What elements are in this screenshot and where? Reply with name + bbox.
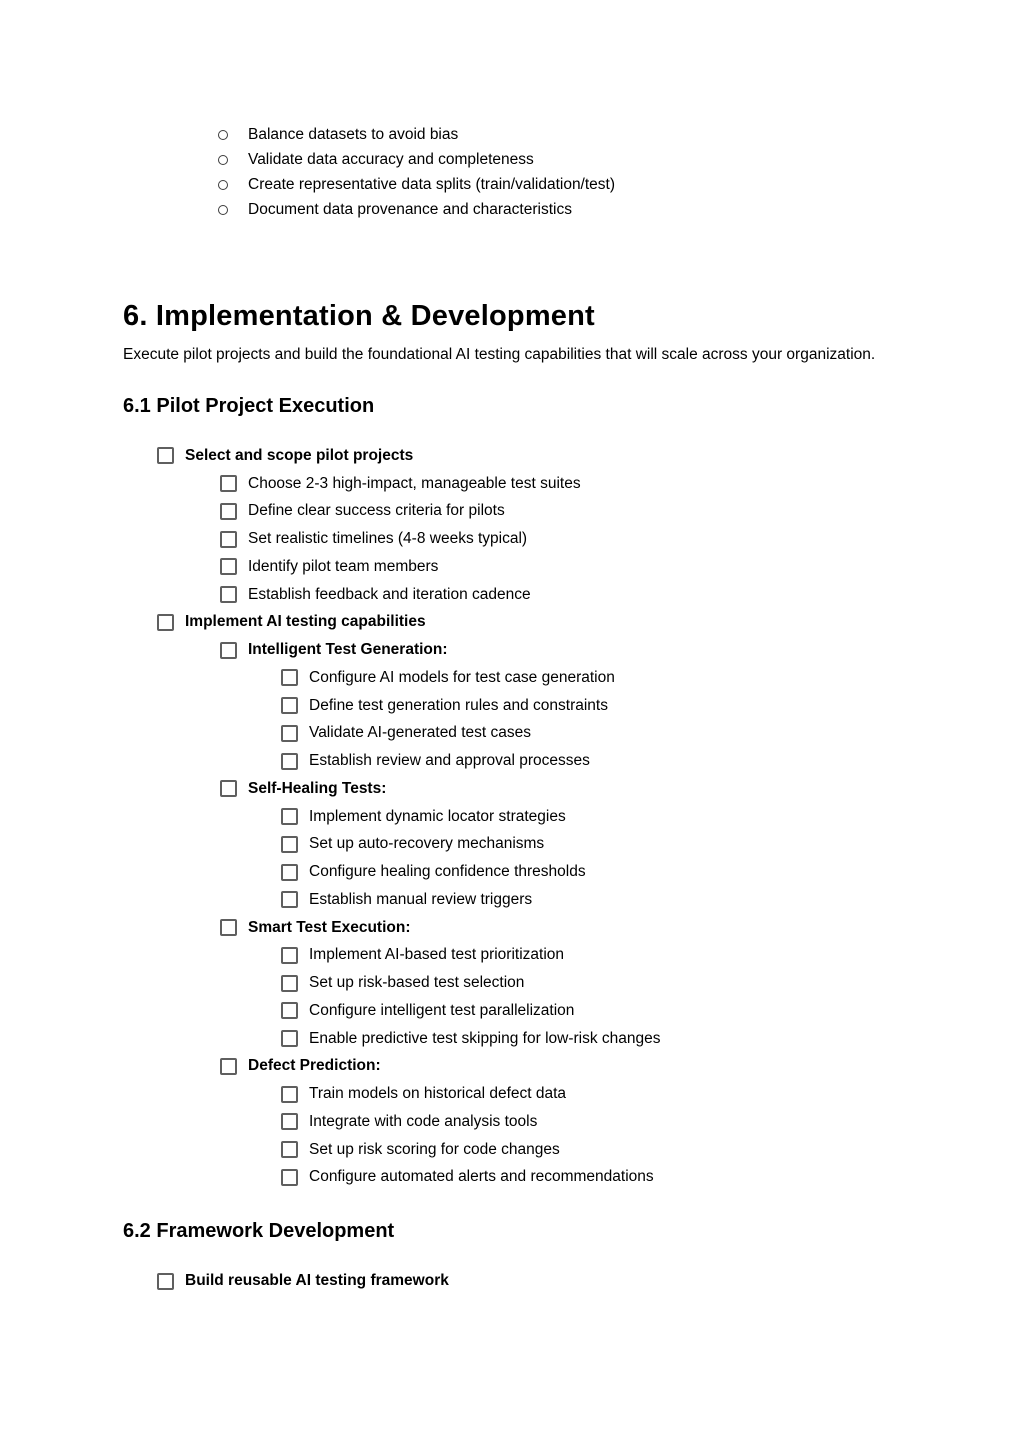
checkbox-icon[interactable]: [281, 1141, 298, 1158]
checkbox-icon[interactable]: [281, 725, 298, 742]
checklist-item-label: Select and scope pilot projects: [185, 446, 414, 464]
checklist-item-row: [123, 636, 901, 664]
checkbox-icon[interactable]: [281, 697, 298, 714]
checklist-item-label: Integrate with code analysis tools: [309, 1112, 538, 1130]
checklist-item-label: Implement AI-based test prioritization: [309, 946, 565, 964]
checklist-item-label: Configure intelligent test parallelization: [309, 1001, 575, 1019]
checklist-item-row: [123, 803, 901, 831]
checklist-item-label: Implement AI testing capabilities: [185, 613, 426, 631]
circle-bullet-icon: [218, 180, 228, 190]
checklist-item-label: Intelligent Test Generation:: [248, 641, 448, 659]
subsection-title-6-2: 6.2 Framework Development: [123, 1220, 395, 1243]
checklist-item-row: [123, 775, 901, 803]
checkbox-icon[interactable]: [281, 891, 298, 908]
checklist-item-row: [123, 581, 901, 609]
checkbox-icon[interactable]: [220, 586, 237, 603]
circle-bullet-icon: [218, 155, 228, 165]
checklist-item-row: [123, 1080, 901, 1108]
checklist-item-row: [123, 525, 901, 553]
bullet-item-label: Create representative data splits (train/validation/test): [248, 175, 616, 193]
checklist-item-label: Set up risk scoring for code changes: [309, 1140, 560, 1158]
checklist-item-row: [123, 1025, 901, 1053]
bullet-item-label: Document data provenance and characteristics: [248, 200, 572, 218]
checklist-item-label: Define test generation rules and constraints: [309, 696, 608, 714]
checklist-item-label: Implement dynamic locator strategies: [309, 807, 566, 825]
checklist-item-label: Self-Healing Tests:: [248, 779, 387, 797]
checklist-item-label: Train models on historical defect data: [309, 1085, 567, 1103]
checkbox-icon[interactable]: [281, 1169, 298, 1186]
circle-bullet-icon: [218, 205, 228, 215]
checkbox-icon[interactable]: [157, 1273, 174, 1290]
subsection-title-6-1: 6.1 Pilot Project Execution: [123, 395, 375, 417]
checkbox-icon[interactable]: [220, 642, 237, 659]
checklist-item-label: Set up risk-based test selection: [309, 974, 525, 992]
checklist-item-row: [123, 886, 901, 914]
checklist-item-label: Build reusable AI testing framework: [185, 1272, 449, 1290]
bullet-item: [123, 197, 901, 222]
checkbox-icon[interactable]: [220, 1058, 237, 1075]
checklist-item-row: [123, 442, 901, 470]
section-description: Execute pilot projects and build the foundational AI testing capabilities that will scale across your organization.: [123, 346, 876, 363]
bullet-item-label: Balance datasets to avoid bias: [248, 125, 459, 143]
checklist-item-row: [123, 997, 901, 1025]
checkbox-icon[interactable]: [281, 1030, 298, 1047]
checklist-item-row: [123, 1108, 901, 1136]
checklist-item-label: Smart Test Execution:: [248, 918, 411, 936]
bullet-item: [123, 147, 901, 172]
checklist-item-label: Enable predictive test skipping for low-risk changes: [309, 1029, 661, 1047]
checklist-item-label: Establish review and approval processes: [309, 752, 590, 770]
checkbox-icon[interactable]: [157, 614, 174, 631]
checklist-item-label: Define clear success criteria for pilots: [248, 502, 505, 520]
checklist-item-row: [123, 470, 901, 498]
checklist-item-label: Defect Prediction:: [248, 1057, 381, 1075]
checklist-item-label: Identify pilot team members: [248, 557, 439, 575]
checkbox-icon[interactable]: [281, 947, 298, 964]
checklist-item-row: [123, 692, 901, 720]
checkbox-icon[interactable]: [281, 1113, 298, 1130]
checklist-item-row: [123, 942, 901, 970]
checklist-item-label: Configure automated alerts and recommendations: [309, 1168, 654, 1186]
checklist-item-row: [123, 1164, 901, 1192]
checkbox-icon[interactable]: [220, 780, 237, 797]
checklist-item-row: [123, 969, 901, 997]
checkbox-icon[interactable]: [281, 669, 298, 686]
checklist-item-row: [123, 553, 901, 581]
intro-bullet-list: [123, 0, 901, 222]
checklist-item-row: [123, 858, 901, 886]
checklist-6-1: [123, 418, 901, 1191]
checklist-item-row: [123, 664, 901, 692]
checklist-item-row: [123, 498, 901, 526]
checklist-item-row: [123, 609, 901, 637]
bullet-item: [123, 172, 901, 197]
checklist-6-2: [123, 1243, 901, 1295]
checkbox-icon[interactable]: [157, 447, 174, 464]
section-title: 6. Implementation & Development: [123, 300, 595, 332]
checkbox-icon[interactable]: [220, 919, 237, 936]
checkbox-icon[interactable]: [281, 1002, 298, 1019]
checklist-item-label: Set up auto-recovery mechanisms: [309, 835, 545, 853]
checkbox-icon[interactable]: [220, 558, 237, 575]
bullet-item-label: Validate data accuracy and completeness: [248, 150, 534, 168]
checkbox-icon[interactable]: [281, 753, 298, 770]
checkbox-icon[interactable]: [281, 1086, 298, 1103]
checklist-item-label: Choose 2-3 high-impact, manageable test suites: [248, 474, 581, 492]
checklist-item-label: Configure AI models for test case generation: [309, 668, 615, 686]
checklist-item-row: [123, 1136, 901, 1164]
checkbox-icon[interactable]: [281, 864, 298, 881]
checklist-item-label: Establish feedback and iteration cadence: [248, 585, 531, 603]
checklist-item-label: Set realistic timelines (4-8 weeks typical): [248, 530, 528, 548]
checkbox-icon[interactable]: [220, 531, 237, 548]
bullet-item: [123, 122, 901, 147]
checklist-item-label: Establish manual review triggers: [309, 890, 533, 908]
checklist-item-label: Validate AI-generated test cases: [309, 724, 532, 742]
checkbox-icon[interactable]: [281, 975, 298, 992]
checklist-item-row: [123, 914, 901, 942]
checklist-item-row: [123, 720, 901, 748]
checkbox-icon[interactable]: [281, 808, 298, 825]
checklist-item-row: [123, 1053, 901, 1081]
checkbox-icon[interactable]: [220, 475, 237, 492]
circle-bullet-icon: [218, 130, 228, 140]
checklist-item-row: [123, 747, 901, 775]
checklist-item-row: [123, 1267, 901, 1295]
checklist-item-row: [123, 831, 901, 859]
checklist-item-label: Configure healing confidence thresholds: [309, 863, 586, 881]
checkbox-icon[interactable]: [281, 836, 298, 853]
checkbox-icon[interactable]: [220, 503, 237, 520]
